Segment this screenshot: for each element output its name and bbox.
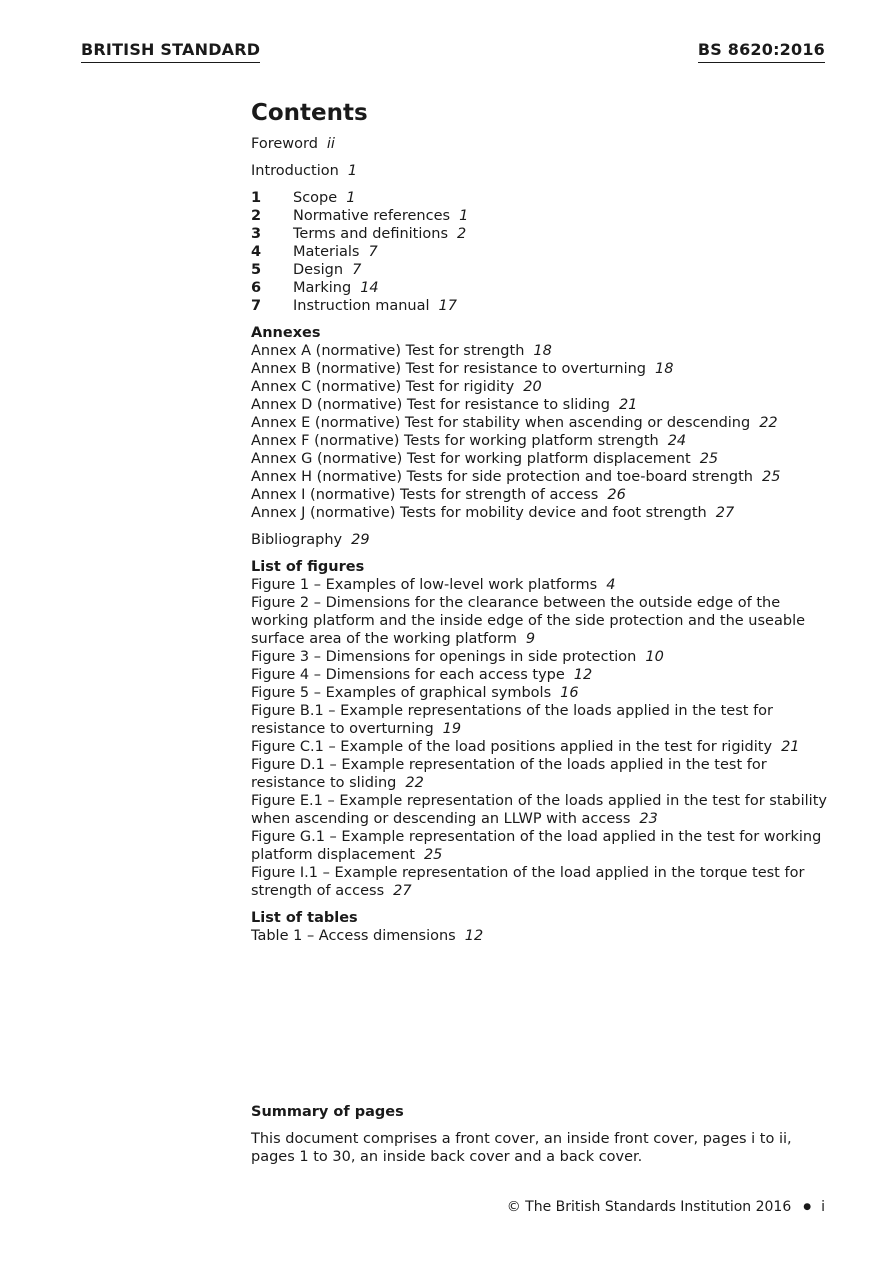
- figures-heading: List of figures: [251, 559, 365, 575]
- toc-entry-annex[interactable]: [251, 342, 831, 360]
- toc-entry-label: Annex H (normative) Tests for side protection and toe-board strength: [251, 469, 753, 485]
- toc-page-number: 22: [759, 415, 778, 431]
- toc-entry-label: Introduction: [251, 163, 339, 179]
- toc-page-number: 27: [393, 883, 412, 899]
- toc-page-number: 21: [781, 739, 800, 755]
- toc-entry-label: Annex A (normative) Test for strength: [251, 343, 525, 359]
- toc-entry-label: Figure I.1 – Example representation of the load applied in the torque test for strength of access: [251, 865, 805, 899]
- toc-entry-label: Annex I (normative) Tests for strength of access: [251, 487, 599, 503]
- toc-page-number: 14: [360, 280, 379, 296]
- toc-entry-clause[interactable]: [251, 279, 831, 297]
- toc-page-number: 26: [607, 487, 626, 503]
- toc-entry-label: Annex J (normative) Tests for mobility device and foot strength: [251, 505, 707, 521]
- toc-entry-clause[interactable]: [251, 261, 831, 279]
- toc-entry-figure[interactable]: [251, 756, 831, 792]
- toc-page-number: 16: [560, 685, 579, 701]
- toc-entry-annex[interactable]: [251, 450, 831, 468]
- clause-number: 5: [251, 262, 262, 278]
- summary-text: This document comprises a front cover, an inside front cover, pages i to ii, pages 1 to 30, an inside back cover and a back cover.: [251, 1131, 792, 1165]
- toc-entry-label: Annex F (normative) Tests for working platform strength: [251, 433, 659, 449]
- page-footer: [507, 1198, 825, 1216]
- clause-number: 1: [251, 190, 262, 206]
- toc-page-number: 18: [533, 343, 552, 359]
- toc-entry-label: Figure 5 – Examples of graphical symbols: [251, 685, 552, 701]
- toc-entry-figure[interactable]: [251, 594, 831, 648]
- toc-entry-annex[interactable]: [251, 486, 831, 504]
- toc-entry-label: Marking: [293, 280, 352, 296]
- tables-heading: List of tables: [251, 910, 358, 926]
- figure-list: [251, 558, 831, 900]
- toc-page-number: 7: [352, 262, 362, 278]
- toc-page-number: 21: [618, 397, 638, 413]
- toc-page-number: 9: [525, 631, 536, 647]
- toc-entry-figure[interactable]: [251, 666, 831, 684]
- toc-entry-label: Instruction manual: [293, 298, 430, 314]
- clause-number: 6: [251, 280, 262, 296]
- toc-entry-label: Figure E.1 – Example representation of the loads applied in the test for stability when ascending or descending an LLWP with access: [251, 793, 827, 827]
- clause-number: 3: [251, 226, 262, 242]
- toc-entry-clause[interactable]: [251, 189, 831, 207]
- toc-page-number: 12: [464, 928, 484, 944]
- copyright-notice: © The British Standards Institution 2016: [506, 1199, 792, 1215]
- toc-entry-figure[interactable]: [251, 684, 831, 702]
- toc-entry-label: Annex D (normative) Test for resistance to sliding: [251, 397, 610, 413]
- annex-list: [251, 324, 831, 522]
- toc-page-number: 22: [405, 775, 424, 791]
- toc-entry-label: Annex E (normative) Test for stability when ascending or descending: [251, 415, 751, 431]
- toc-page-number: 19: [442, 721, 462, 737]
- page-number: i: [821, 1199, 825, 1215]
- toc-page-number: 25: [423, 847, 443, 863]
- annexes-heading: Annexes: [251, 325, 321, 341]
- toc-entry-figure[interactable]: [251, 864, 831, 900]
- toc-entry-figure[interactable]: [251, 792, 831, 828]
- toc-entry-label: Materials: [293, 244, 360, 260]
- clause-number: 4: [251, 244, 262, 260]
- contents-title: Contents: [251, 100, 368, 126]
- toc-entry-figure[interactable]: [251, 648, 831, 666]
- toc-entry-label: Figure D.1 – Example representation of the loads applied in the test for resistance to sliding: [251, 757, 767, 791]
- toc-entry-label: Bibliography: [251, 532, 343, 548]
- toc-page-number: 12: [573, 667, 593, 683]
- toc-entry-introduction[interactable]: [251, 162, 831, 180]
- toc-entry-label: Design: [293, 262, 344, 278]
- toc-entry-label: Annex G (normative) Test for working platform displacement: [251, 451, 691, 467]
- toc-page-number: 25: [762, 469, 781, 485]
- toc-entry-figure[interactable]: [251, 828, 831, 864]
- toc-entry-label: Scope: [293, 190, 338, 206]
- toc-entry-bibliography[interactable]: [251, 531, 831, 549]
- toc-entry-annex[interactable]: [251, 414, 831, 432]
- toc-entry-label: Foreword: [251, 136, 318, 152]
- summary-of-pages: [251, 1103, 831, 1166]
- toc-page-number: 23: [639, 811, 658, 827]
- bullet-separator: ●: [803, 1202, 812, 1212]
- toc-page-number: 27: [715, 505, 735, 521]
- table-list: [251, 909, 831, 945]
- toc-entry-annex[interactable]: [251, 378, 831, 396]
- clause-number: 7: [251, 298, 262, 314]
- toc-page-number: 7: [368, 244, 378, 260]
- toc-page-number: ii: [326, 136, 335, 152]
- toc-page-number: 10: [645, 649, 664, 665]
- toc-entry-label: Annex B (normative) Test for resistance to overturning: [251, 361, 646, 377]
- toc-entry-annex[interactable]: [251, 432, 831, 450]
- clause-number: 2: [251, 208, 262, 224]
- toc-page-number: 1: [459, 208, 469, 224]
- toc-entry-label: Figure B.1 – Example representations of the loads applied in the test for resistance to overturning: [251, 703, 774, 737]
- toc-page-number: 24: [667, 433, 687, 449]
- toc-entry-annex[interactable]: [251, 468, 831, 486]
- toc-entry-label: Figure 3 – Dimensions for openings in side protection: [251, 649, 637, 665]
- toc-page-number: 17: [438, 298, 457, 314]
- toc-entry-label: Figure 4 – Dimensions for each access type: [251, 667, 565, 683]
- toc-entry-label: Table 1 – Access dimensions: [251, 928, 456, 944]
- toc-entry-foreword[interactable]: [251, 135, 831, 153]
- toc-page-number: 2: [457, 226, 467, 242]
- toc-entry-label: Figure 2 – Dimensions for the clearance between the outside edge of the working platform and the inside edge of the side protection and the useable surface area of the working platform: [251, 595, 806, 647]
- toc-entry-clause[interactable]: [251, 207, 831, 225]
- toc-entry-clause[interactable]: [251, 297, 831, 315]
- toc-entry-table[interactable]: [251, 927, 831, 945]
- toc-page-number: 20: [523, 379, 542, 395]
- contents-section: [251, 98, 831, 945]
- toc-page-number: 1: [347, 163, 358, 179]
- toc-entry-label: Figure 1 – Examples of low-level work platforms: [251, 577, 598, 593]
- toc-entry-clause[interactable]: [251, 243, 831, 261]
- toc-entry-figure[interactable]: [251, 576, 831, 594]
- toc-entry-clause[interactable]: [251, 225, 831, 243]
- toc-entry-label: Terms and definitions: [293, 226, 449, 242]
- toc-entry-label: Figure G.1 – Example representation of the load applied in the test for working platform displacement: [251, 829, 822, 863]
- toc-entry-label: Figure C.1 – Example of the load positions applied in the test for rigidity: [251, 739, 773, 755]
- toc-entry-annex[interactable]: [251, 360, 831, 378]
- toc-page-number: 25: [699, 451, 719, 467]
- toc-page-number: 29: [351, 532, 370, 548]
- clause-list: [251, 189, 831, 315]
- toc-page-number: 18: [655, 361, 674, 377]
- toc-page-number: 4: [606, 577, 616, 593]
- toc-entry-figure[interactable]: [251, 738, 831, 756]
- header-standard-label: BRITISH STANDARD: [81, 40, 260, 63]
- toc-entry-label: Normative references: [293, 208, 451, 224]
- toc-entry-annex[interactable]: [251, 396, 831, 414]
- header-document-number: BS 8620:2016: [698, 40, 825, 63]
- toc-page-number: 1: [346, 190, 356, 206]
- toc-entry-figure[interactable]: [251, 702, 831, 738]
- toc-entry-label: Annex C (normative) Test for rigidity: [251, 379, 515, 395]
- summary-heading: Summary of pages: [251, 1104, 404, 1120]
- toc-entry-annex[interactable]: [251, 504, 831, 522]
